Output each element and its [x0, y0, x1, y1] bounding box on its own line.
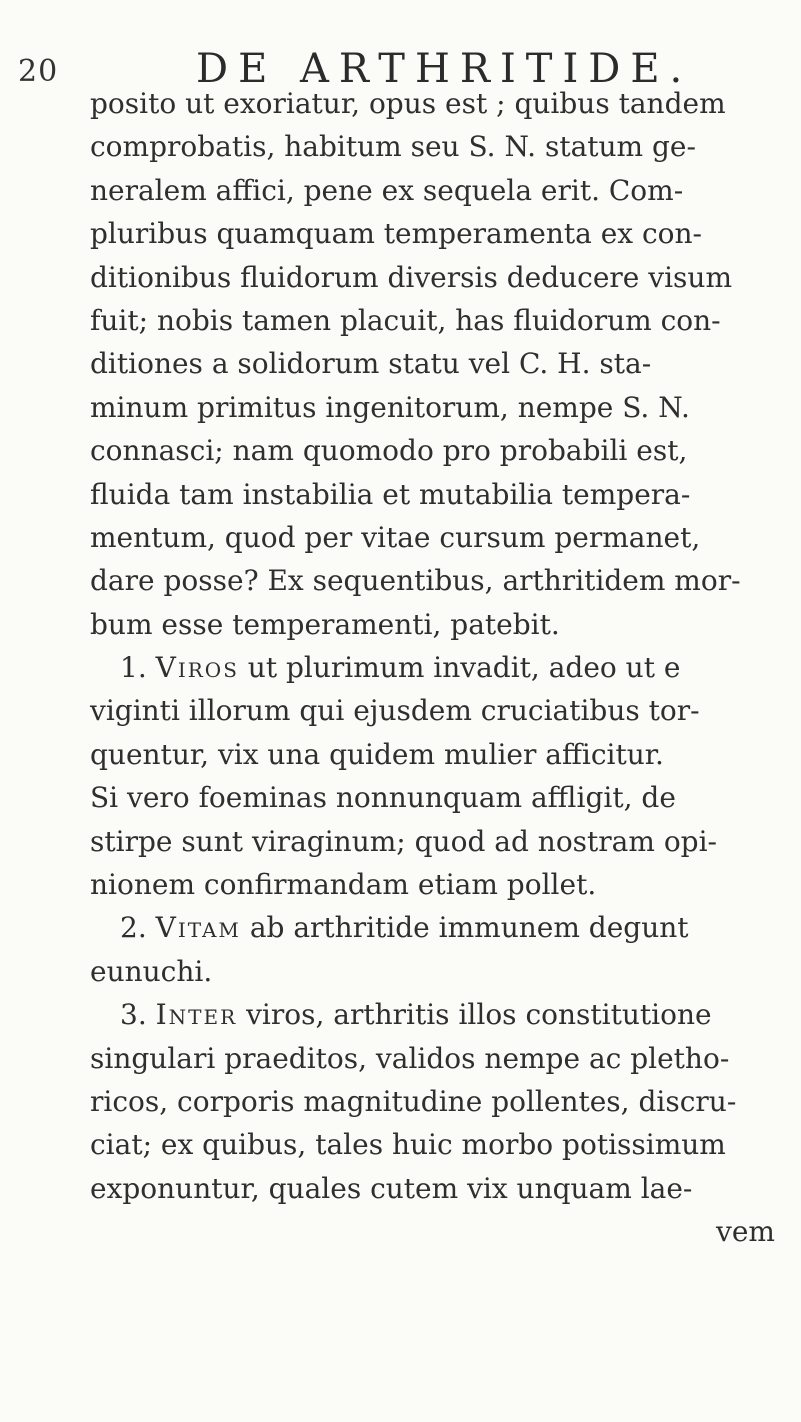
text-line: mentum, quod per vitae cursum permanet,: [90, 520, 701, 554]
section-1-first-line: [90, 646, 790, 689]
text-line: dare posse? Ex sequentibus, arthritidem mor-: [90, 564, 741, 598]
text-line: singulari praeditos, validos nempe ac pletho-: [90, 1041, 730, 1075]
text-line: ditionibus fluidorum diversis deducere visum: [90, 260, 733, 294]
text-line: nionem confirmandam etiam pollet.: [90, 868, 597, 902]
section-2-first-line: [90, 906, 790, 949]
section-first-line-text: viros, arthritis illos constitutione: [237, 998, 712, 1032]
text-line: ciat; ex quibus, tales huic morbo potissimum: [90, 1128, 726, 1162]
text-line: quentur, vix una quidem mulier afficitur.: [90, 737, 664, 771]
text-line: fluida tam instabilia et mutabilia tempera-: [90, 477, 691, 511]
text-line: Si vero foeminas nonnunquam affligit, de: [90, 781, 676, 815]
text-line: eunuchi.: [90, 954, 213, 988]
section-number: 1.: [120, 651, 147, 685]
text-line: ditiones a solidorum statu vel C. H. sta-: [90, 347, 652, 381]
section-first-line-text: ut plurimum invadit, adeo ut e: [238, 651, 681, 685]
section-number: 3.: [120, 998, 147, 1032]
text-line: connasci; nam quomodo pro probabili est,: [90, 434, 688, 468]
section-lead-word: Vitam: [155, 911, 241, 945]
text-line: viginti illorum qui ejusdem cruciatibus tor-: [90, 694, 700, 728]
section-first-line-text: ab arthritide immunem degunt: [240, 911, 689, 945]
text-line: stirpe sunt viraginum; quod ad nostram opi-: [90, 824, 718, 858]
text-line: neralem affici, pene ex sequela erit. Com-: [90, 173, 684, 207]
text-line: comprobatis, habitum seu S. N. statum ge-: [90, 130, 696, 164]
body-text: [90, 82, 790, 1254]
running-title: DE ARTHRITIDE.: [196, 46, 693, 92]
text-line: bum esse temperamenti, patebit.: [90, 607, 560, 641]
text-line: fuit; nobis tamen placuit, has fluidorum con-: [90, 303, 721, 337]
text-line: minum primitus ingenitorum, nempe S. N.: [90, 390, 690, 424]
section-lead-word: Inter: [155, 998, 238, 1032]
section-3-first-line: [90, 993, 790, 1036]
text-line: posito ut exoriatur, opus est ; quibus tandem: [90, 87, 726, 120]
text-line: ricos, corporis magnitudine pollentes, discru-: [90, 1084, 737, 1118]
catchword: vem: [716, 1215, 775, 1249]
text-line: exponuntur, quales cutem vix unquam lae-: [90, 1171, 693, 1205]
section-lead-word: Viros: [155, 651, 239, 685]
text-line: pluribus quamquam temperamenta ex con-: [90, 217, 703, 251]
section-number: 2.: [120, 911, 147, 945]
page-number: 20: [18, 54, 59, 89]
